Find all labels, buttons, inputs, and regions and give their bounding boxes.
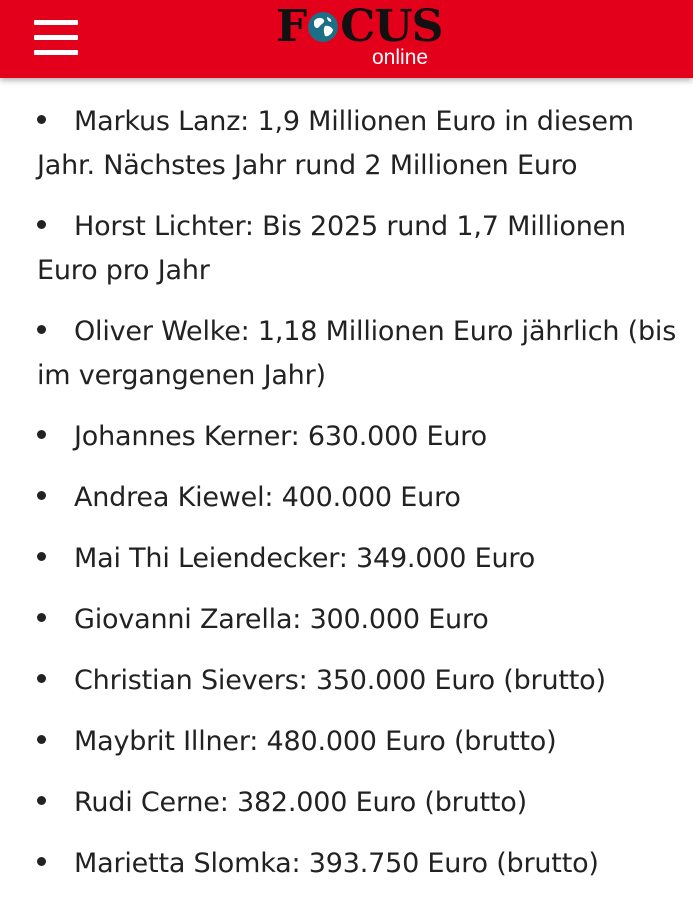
list-item-text: Maybrit Illner: 480.000 Euro (brutto) (74, 726, 557, 757)
list-item-text: Johannes Kerner: 630.000 Euro (74, 421, 487, 452)
logo-wordmark: F CUS (276, 1, 443, 52)
bullet-icon (37, 430, 46, 439)
bullet-icon (37, 613, 46, 622)
list-item-text: Giovanni Zarella: 300.000 Euro (74, 604, 489, 635)
focus-online-logo[interactable] (276, 2, 456, 74)
bullet-icon (37, 796, 46, 805)
list-item-text: Marietta Slomka: 393.750 Euro (brutto) (74, 848, 599, 879)
bullet-icon (37, 735, 46, 744)
list-item (0, 598, 693, 642)
list-item (0, 659, 693, 703)
bullet-icon (37, 115, 46, 124)
list-item-text: Andrea Kiewel: 400.000 Euro (74, 482, 461, 513)
list-item (0, 205, 693, 293)
list-item-text: Rudi Cerne: 382.000 Euro (brutto) (74, 787, 527, 818)
list-item (0, 415, 693, 459)
list-item (0, 537, 693, 581)
bullet-icon (37, 674, 46, 683)
list-item-text: Christian Sievers: 350.000 Euro (brutto) (74, 665, 606, 696)
salary-list (0, 100, 693, 886)
list-item-text: Mai Thi Leiendecker: 349.000 Euro (74, 543, 536, 574)
hamburger-menu-icon[interactable] (34, 18, 78, 58)
list-item (0, 720, 693, 764)
top-header-bar (0, 0, 693, 78)
list-item-text: Markus Lanz: 1,9 Millionen Euro in diesem Jahr. Nächstes Jahr rund 2 Millionen Euro (37, 106, 634, 181)
list-item-text: Oliver Welke: 1,18 Millionen Euro jährlich (bis im vergangenen Jahr) (37, 316, 677, 391)
globe-icon (307, 11, 339, 43)
list-item (0, 842, 693, 886)
list-item-text: Horst Lichter: Bis 2025 rund 1,7 Millionen Euro pro Jahr (37, 211, 626, 286)
list-item (0, 476, 693, 520)
bullet-icon (37, 220, 46, 229)
logo-subtitle: online (372, 46, 429, 69)
bullet-icon (37, 491, 46, 500)
list-item (0, 310, 693, 398)
bullet-icon (37, 552, 46, 561)
list-item (0, 781, 693, 825)
bullet-icon (37, 325, 46, 334)
bullet-icon (37, 857, 46, 866)
article-content (0, 100, 693, 903)
list-item (0, 100, 693, 188)
